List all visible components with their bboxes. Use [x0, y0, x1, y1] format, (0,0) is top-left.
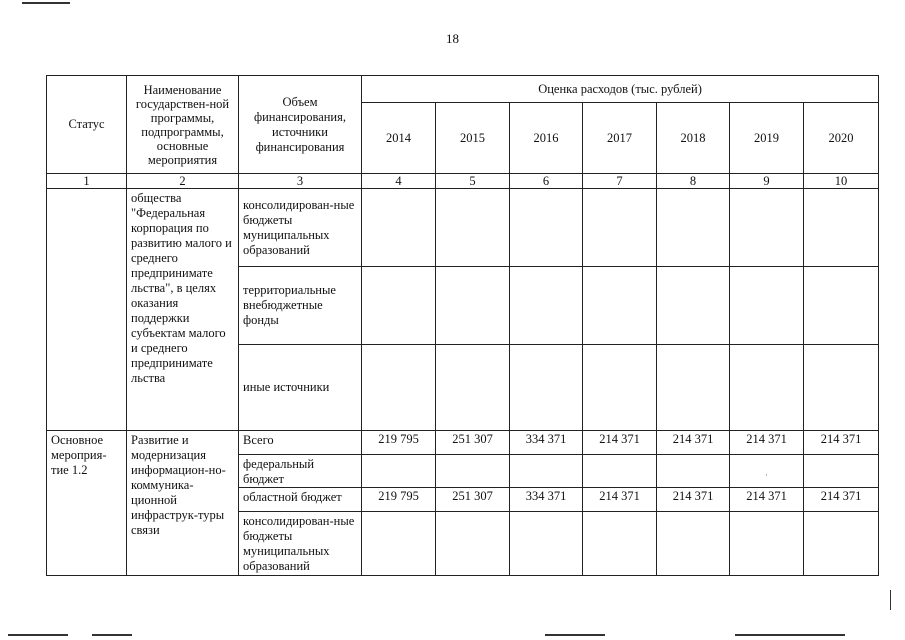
value-cell	[804, 267, 879, 345]
table-row	[47, 189, 879, 267]
value-cell	[730, 455, 804, 488]
value-cell: 214 371	[657, 431, 730, 455]
value-cell	[730, 345, 804, 431]
header-year: 2020	[804, 103, 879, 174]
funding-source-cell: территориальные внебюджетные фонды	[239, 267, 362, 345]
scan-mark-bottom-right	[735, 634, 845, 636]
program-name-cell: общества "Федеральная корпорация по развитию малого и среднего предпринимате льства", в целях оказания поддержки субъектам малого и среднего предпринимате льства	[127, 189, 239, 431]
value-cell: 214 371	[804, 488, 879, 512]
value-cell	[657, 189, 730, 267]
value-cell	[362, 512, 436, 576]
column-number: 7	[583, 174, 657, 189]
status-cell: Основное мероприя-тие 1.2	[47, 431, 127, 576]
value-cell	[657, 345, 730, 431]
value-cell	[510, 267, 583, 345]
value-cell	[583, 345, 657, 431]
header-year: 2016	[510, 103, 583, 174]
value-cell	[510, 455, 583, 488]
value-cell	[804, 455, 879, 488]
column-number: 5	[436, 174, 510, 189]
scan-mark-top-left	[22, 2, 70, 4]
value-cell	[730, 512, 804, 576]
funding-source-cell: Всего	[239, 431, 362, 455]
value-cell	[362, 345, 436, 431]
value-cell: 214 371	[583, 488, 657, 512]
column-number: 3	[239, 174, 362, 189]
value-cell	[804, 189, 879, 267]
budget-table	[46, 75, 879, 576]
header-status: Статус	[47, 76, 127, 174]
column-number: 1	[47, 174, 127, 189]
value-cell	[362, 267, 436, 345]
value-cell	[583, 455, 657, 488]
header-program-name: Наименование государствен-ной программы, подпрограммы, основные мероприятия	[127, 76, 239, 174]
value-cell: 334 371	[510, 488, 583, 512]
value-cell	[362, 189, 436, 267]
value-cell	[436, 189, 510, 267]
value-cell: 214 371	[730, 431, 804, 455]
value-cell	[804, 512, 879, 576]
value-cell: 219 795	[362, 431, 436, 455]
column-number: 9	[730, 174, 804, 189]
program-name-cell: Развитие и модернизация информацион-но-коммуника-ционной инфраструк-туры связи	[127, 431, 239, 576]
value-cell: 214 371	[657, 488, 730, 512]
value-cell	[657, 455, 730, 488]
column-number: 8	[657, 174, 730, 189]
value-cell	[583, 189, 657, 267]
funding-source-cell: консолидирован-ные бюджеты муниципальных образований	[239, 189, 362, 267]
value-cell	[362, 455, 436, 488]
value-cell	[510, 345, 583, 431]
status-cell	[47, 189, 127, 431]
value-cell	[804, 345, 879, 431]
value-cell	[436, 512, 510, 576]
scan-mark-bottom-left-2	[92, 634, 132, 636]
value-cell	[510, 189, 583, 267]
header-year: 2017	[583, 103, 657, 174]
column-number: 2	[127, 174, 239, 189]
funding-source-cell: иные источники	[239, 345, 362, 431]
value-cell: 219 795	[362, 488, 436, 512]
value-cell	[583, 267, 657, 345]
value-cell: 251 307	[436, 488, 510, 512]
value-cell: 334 371	[510, 431, 583, 455]
value-cell	[730, 267, 804, 345]
table-row	[47, 431, 879, 455]
value-cell: 214 371	[804, 431, 879, 455]
column-number-row	[47, 174, 879, 189]
scan-mark-right-edge	[890, 590, 891, 610]
funding-source-cell: консолидирован-ные бюджеты муниципальных образований	[239, 512, 362, 576]
value-cell: 214 371	[730, 488, 804, 512]
header-year: 2019	[730, 103, 804, 174]
value-cell	[436, 267, 510, 345]
header-funding-source: Объем финансирования, источники финансирования	[239, 76, 362, 174]
value-cell	[583, 512, 657, 576]
header-row-1	[47, 76, 879, 103]
column-number: 4	[362, 174, 436, 189]
header-year: 2018	[657, 103, 730, 174]
column-number: 10	[804, 174, 879, 189]
value-cell	[510, 512, 583, 576]
header-year: 2014	[362, 103, 436, 174]
page-number: 18	[446, 31, 459, 46]
value-cell	[730, 189, 804, 267]
value-cell	[436, 455, 510, 488]
funding-source-cell: областной бюджет	[239, 488, 362, 512]
value-cell: 251 307	[436, 431, 510, 455]
value-cell	[657, 267, 730, 345]
value-cell: 214 371	[583, 431, 657, 455]
scan-mark-bottom-center	[545, 634, 605, 636]
header-expense-estimate: Оценка расходов (тыс. рублей)	[362, 76, 879, 103]
header-year: 2015	[436, 103, 510, 174]
scan-mark-bottom-left	[8, 634, 68, 636]
value-cell	[436, 345, 510, 431]
funding-source-cell: федеральный бюджет	[239, 455, 362, 488]
column-number: 6	[510, 174, 583, 189]
value-cell	[657, 512, 730, 576]
stray-mark: ·	[765, 470, 768, 480]
